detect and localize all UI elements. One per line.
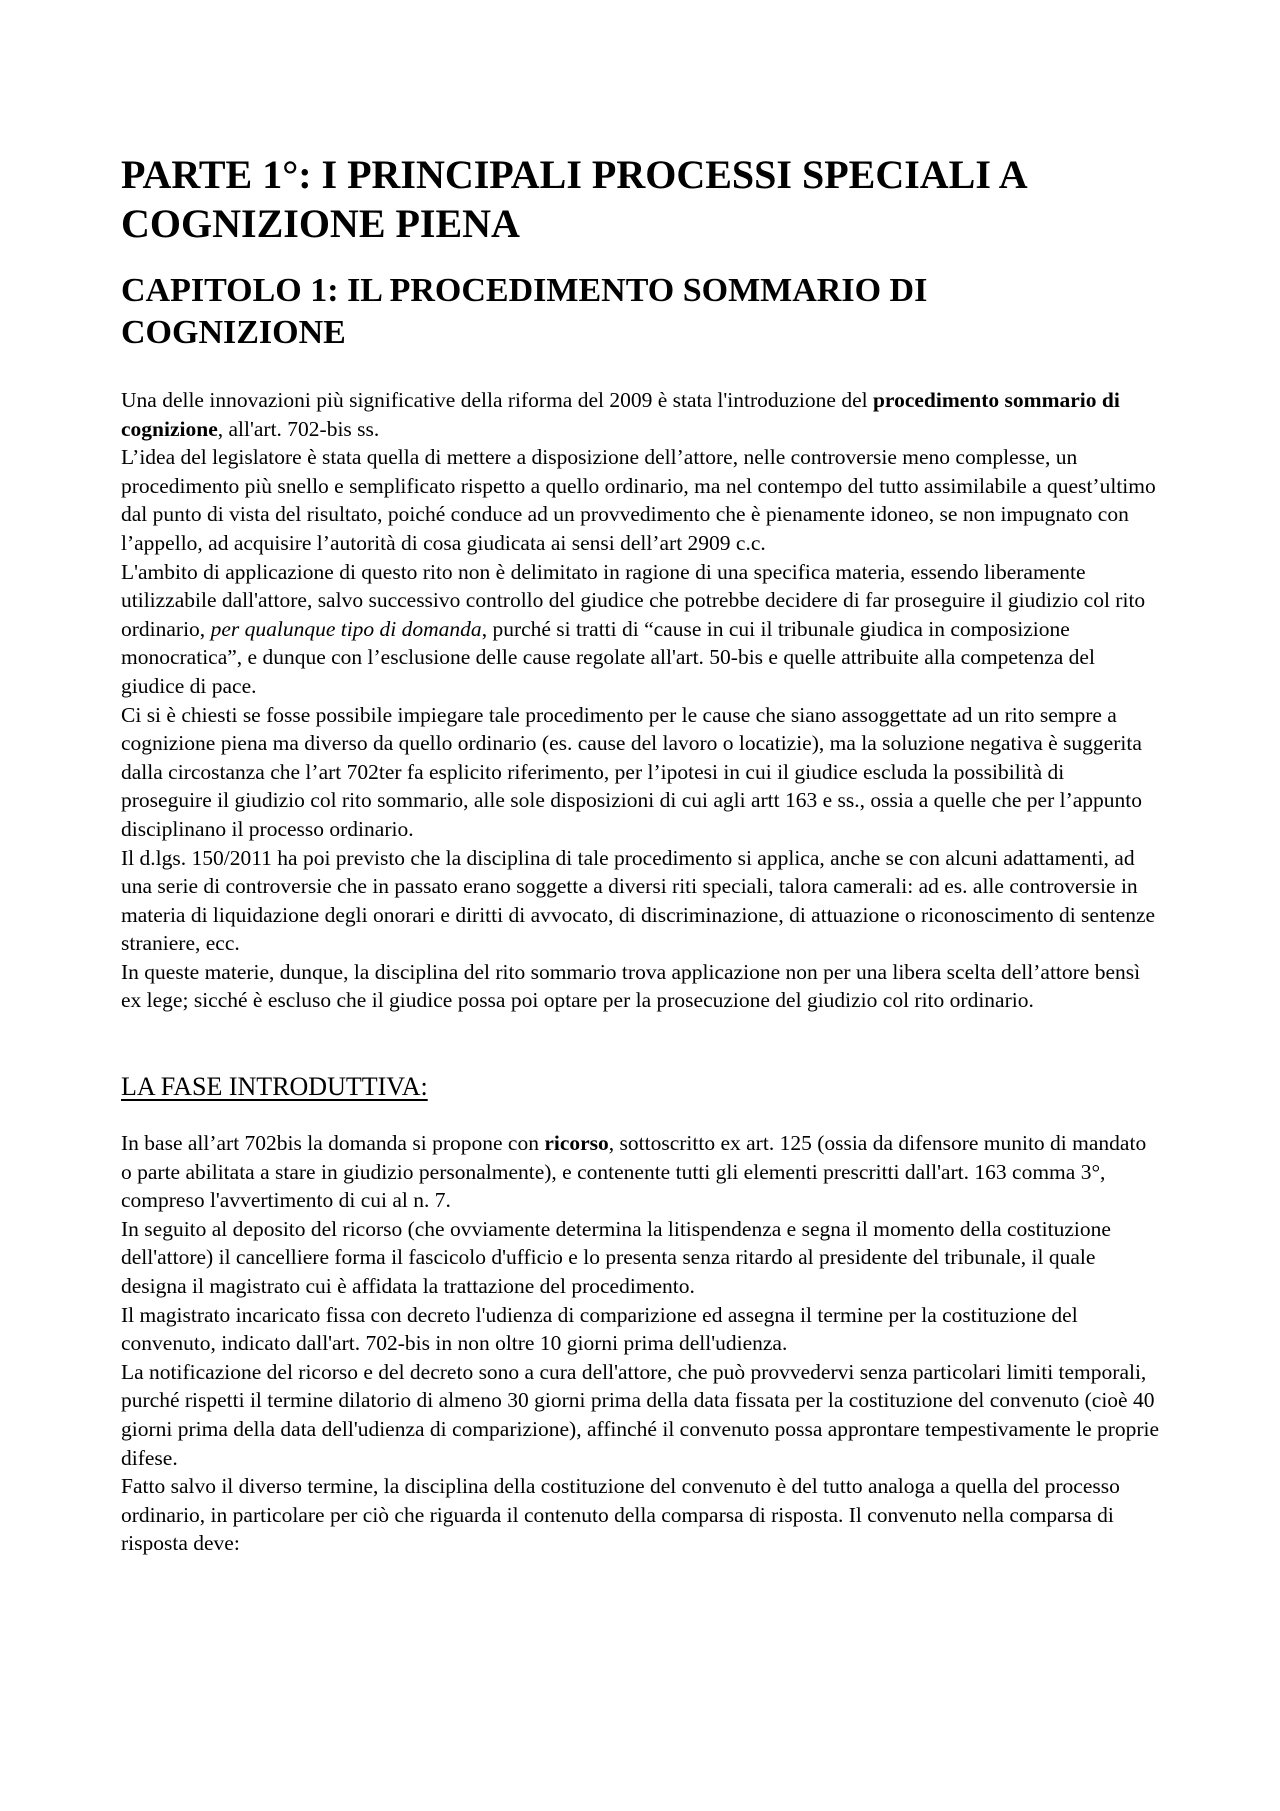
paragraph-section-1: [121, 1129, 1160, 1215]
text-run: , sottoscritto ex art. 125 (ossia da difensore munito di mandato o parte abilitata a stare in giudizio personalmente), e contenente tutti gli elementi prescritti dall'art. 163 comma 3°, compreso l'avvertimento di cui al n. 7.: [121, 1131, 1147, 1213]
paragraph-intro-3: [121, 558, 1160, 701]
paragraph-section-2: In seguito al deposito del ricorso (che ovviamente determina la litispendenza e segna il momento della costituzione dell'attore) il cancelliere forma il fascicolo d'ufficio e lo presenta senza ritardo al presidente del tribunale, il quale designa il magistrato cui è affidata la trattazione del procedimento.: [121, 1216, 1111, 1299]
bold-term: ricorso: [544, 1131, 609, 1156]
paragraph-section-4: La notificazione del ricorso e del decreto sono a cura dell'attore, che può provvedervi senza particolari limiti temporali, purché rispetti il termine dilatorio di almeno 30 giorni prima della data fissata per la costituzione del convenuto (cioè 40 giorni prima della data dell'udienza di comparizione), affinché il convenuto possa approntare tempestivamente le proprie difese.: [121, 1359, 1160, 1470]
text-run: Una delle innovazioni più significative della riforma del 2009 è stata l'introduzione del: [121, 388, 873, 412]
section-text: [121, 1129, 1160, 1558]
paragraph-intro-4: Ci si è chiesti se fosse possibile impiegare tale procedimento per le cause che siano assoggettate ad un rito sempre a cognizione piena ma diverso da quello ordinario (es. cause del lavoro o locatizie), ma la soluzione negativa è suggerita dalla circostanza che l’art 702ter fa esplicito riferimento, per l’ipotesi in cui il giudice escluda la possibilità di proseguire il giudizio col rito sommario, alle sole disposizioni di cui agli artt 163 e ss., ossia a quelle che per l’appunto disciplinano il processo ordinario.: [121, 702, 1143, 841]
bold-term: procedimento sommario di cognizione: [121, 388, 1120, 441]
section-title: LA FASE INTRODUTTIVA:: [121, 1072, 428, 1102]
text-run: , all'art. 702-bis ss.: [217, 416, 380, 441]
paragraph-section-3: Il magistrato incaricato fissa con decreto l'udienza di comparizione ed assegna il termine per la costituzione del convenuto, indicato dall'art. 702-bis in non oltre 10 giorni prima dell'udienza.: [121, 1302, 1078, 1356]
paragraph-intro-1: [121, 386, 1160, 443]
text-run: , purché si tratti di “cause in cui il tribunale giudica in composizione monocratica”, e dunque con l’esclusione delle cause regolate all'art. 50-bis e quelle attribuite alla competenza del giudice di pace.: [121, 616, 1095, 698]
paragraph-intro-5: Il d.lgs. 150/2011 ha poi previsto che la disciplina di tale procedimento si applica, anche se con alcuni adattamenti, ad una serie di controversie che in passato erano soggette a diversi riti speciali, talora camerali: ad es. alle controversie in materia di liquidazione degli onorari e diritti di avvocato, di discriminazione, di attuazione o riconoscimento di sentenze straniere, ecc.: [121, 845, 1156, 956]
chapter-title: CAPITOLO 1: IL PROCEDIMENTO SOMMARIO DI COGNIZIONE: [121, 272, 928, 351]
text-run: L'ambito di applicazione di questo rito non è delimitato in ragione di una specifica materia, essendo liberamente utilizzabile dall'attore, salvo successivo controllo del giudice che potrebbe decidere di far proseguire il giudizio col rito ordinario,: [121, 559, 1146, 641]
part-title: PARTE 1°: I PRINCIPALI PROCESSI SPECIALI A COGNIZIONE PIENA: [121, 152, 1026, 246]
paragraph-intro-6: In queste materie, dunque, la disciplina del rito sommario trova applicazione non per una libera scelta dell’attore bensì ex lege; sicché è escluso che il giudice possa poi optare per la prosecuzione del giudizio col rito ordinario.: [121, 959, 1141, 1013]
italic-phrase: per qualunque tipo di domanda: [210, 616, 482, 641]
paragraph-intro-2: L’idea del legislatore è stata quella di mettere a disposizione dell’attore, nelle controversie meno complesse, un procedimento più snello e semplificato rispetto a quello ordinario, ma nel contempo del tutto assimilabile a quest’ultimo dal punto di vista del risultato, poiché conduce ad un provvedimento che è pienamente idoneo, se non impugnato con l’appello, ad acquisire l’autorità di cosa giudicata ai sensi dell’art 2909 c.c.: [121, 445, 1156, 555]
paragraph-section-5: Fatto salvo il diverso termine, la disciplina della costituzione del convenuto è del tutto analoga a quella del processo ordinario, in particolare per ciò che riguarda il contenuto della comparsa di risposta. Il convenuto nella comparsa di risposta deve:: [121, 1474, 1120, 1556]
text-run: In base all’art 702bis la domanda si propone con: [121, 1131, 545, 1156]
intro-text: [121, 386, 1160, 1015]
